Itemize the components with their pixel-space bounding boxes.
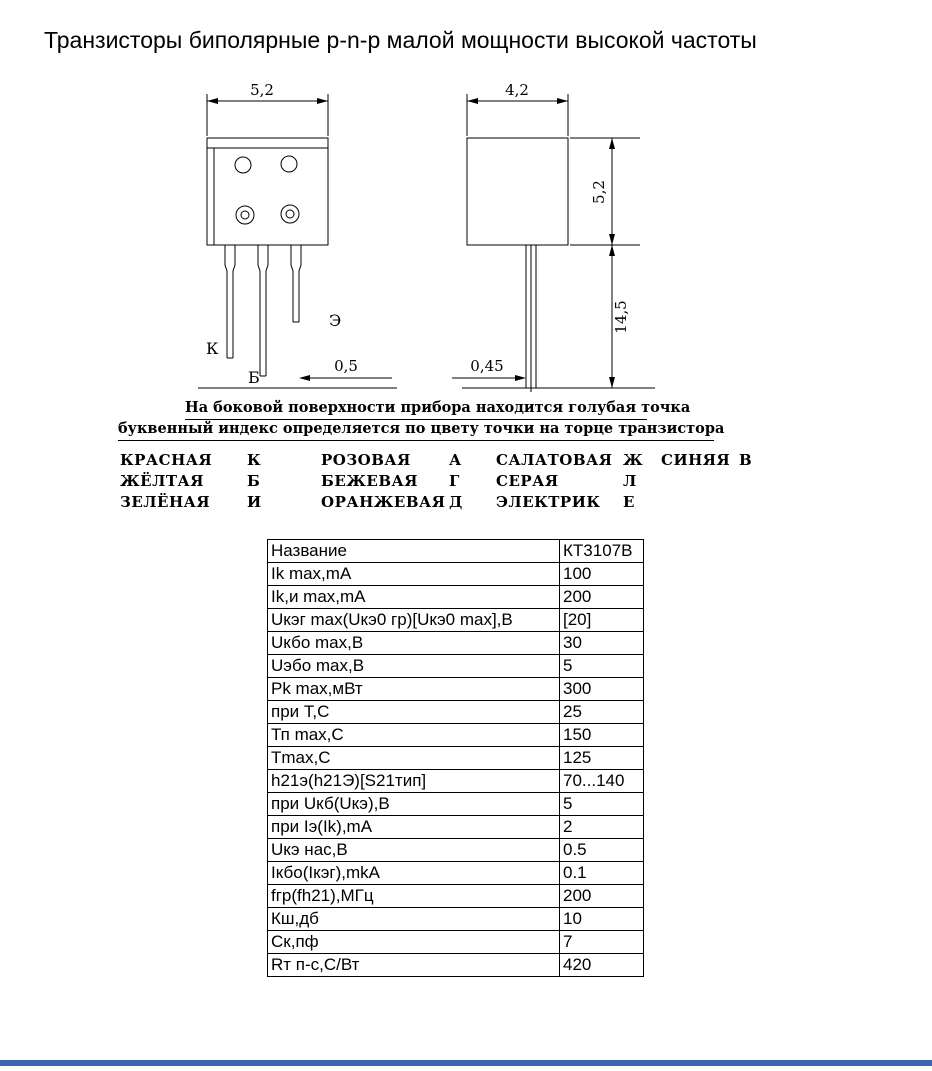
spec-param: при Т,С	[268, 701, 560, 724]
side-lead-length-dim-label: 14,5	[612, 300, 630, 334]
side-body-height-dim-label: 5,2	[590, 180, 608, 204]
spec-value: 125	[560, 747, 644, 770]
spec-value: 150	[560, 724, 644, 747]
letter-code: К	[247, 451, 262, 469]
spec-param: Tmax,С	[268, 747, 560, 770]
spec-param: Uкбо max,В	[268, 632, 560, 655]
table-row	[268, 540, 644, 563]
table-row	[268, 885, 644, 908]
front-view-drawing	[198, 94, 397, 388]
spec-value: 70...140	[560, 770, 644, 793]
letter-code: Г	[449, 472, 460, 490]
color-name: СЕРАЯ	[496, 472, 559, 490]
spec-param: Uкэг max(Uкэ0 гр)[Uкэ0 max],В	[268, 609, 560, 632]
table-row	[268, 839, 644, 862]
color-name: ЖЁЛТАЯ	[120, 472, 204, 490]
table-row	[268, 632, 644, 655]
color-name	[661, 472, 739, 493]
table-row	[268, 862, 644, 885]
letter-code: Б	[247, 472, 261, 490]
spec-value: 25	[560, 701, 644, 724]
spec-value: 30	[560, 632, 644, 655]
package-drawings	[0, 70, 932, 400]
table-row	[268, 793, 644, 816]
table-row	[268, 816, 644, 839]
window-bottom-border	[0, 1060, 932, 1066]
table-row	[268, 609, 644, 632]
note-line-1: На боковой поверхности прибора находится голубая точка	[185, 399, 647, 420]
color-name: ОРАНЖЕВАЯ	[321, 493, 446, 511]
side-width-dim-label: 4,2	[505, 81, 529, 99]
spec-param: Кш,дб	[268, 908, 560, 931]
pin-label-collector: К	[206, 339, 219, 358]
table-row	[268, 655, 644, 678]
spec-param: при Iэ(Ik),mA	[268, 816, 560, 839]
spec-value: 100	[560, 563, 644, 586]
spec-param: h21э(h21Э)[S21тип]	[268, 770, 560, 793]
color-name: БЕЖЕВАЯ	[321, 472, 418, 490]
table-row	[268, 954, 644, 977]
spec-table-body	[268, 540, 644, 977]
spec-value: 300	[560, 678, 644, 701]
spec-value: 5	[560, 655, 644, 678]
table-row	[268, 770, 644, 793]
side-lead-width-dim-label: 0,45	[470, 357, 504, 375]
letter-code: И	[247, 493, 262, 511]
spec-value: [20]	[560, 609, 644, 632]
table-row	[268, 747, 644, 770]
color-name: ЭЛЕКТРИК	[496, 493, 601, 511]
side-view-drawing	[452, 94, 655, 392]
pin-label-emitter: Э	[329, 311, 342, 330]
front-width-dim-label: 5,2	[250, 81, 274, 99]
table-row	[268, 931, 644, 954]
color-name: ЗЕЛЁНАЯ	[120, 493, 211, 511]
page-title: Транзисторы биполярные p-n-p малой мощности высокой частоты	[44, 27, 757, 53]
color-name: РОЗОВАЯ	[321, 451, 411, 469]
color-name: САЛАТОВАЯ	[496, 451, 613, 469]
letter-code	[739, 472, 779, 493]
spec-value: 0.5	[560, 839, 644, 862]
table-row	[268, 908, 644, 931]
spec-table	[267, 539, 644, 977]
spec-param: Rт п-с,С/Вт	[268, 954, 560, 977]
note-line-2: буквенный индекс определяется по цвету точки на торце транзистора	[118, 420, 714, 441]
spec-param: Тп max,С	[268, 724, 560, 747]
pin-label-base: Б	[248, 368, 260, 387]
spec-param: Ik max,mA	[268, 563, 560, 586]
spec-param: Uэбо max,В	[268, 655, 560, 678]
spec-param: Название	[268, 540, 560, 563]
spec-value: 0.1	[560, 862, 644, 885]
color-name	[661, 493, 739, 514]
front-pin-width-dim-label: 0,5	[334, 357, 358, 375]
spec-param: Ik,и max,mA	[268, 586, 560, 609]
spec-value: 200	[560, 586, 644, 609]
letter-code: В	[739, 451, 753, 469]
letter-code: Ж	[623, 451, 644, 469]
letter-code: Е	[623, 493, 635, 511]
spec-param: при Uкб(Uкэ),В	[268, 793, 560, 816]
color-code-grid	[120, 451, 779, 514]
spec-value: 420	[560, 954, 644, 977]
spec-param: Pk max,мВт	[268, 678, 560, 701]
color-name: СИНЯЯ	[661, 451, 731, 469]
letter-code: А	[449, 451, 462, 469]
spec-value: 2	[560, 816, 644, 839]
spec-value: 5	[560, 793, 644, 816]
spec-param: fгр(fh21),МГц	[268, 885, 560, 908]
table-row	[268, 701, 644, 724]
letter-code	[739, 493, 779, 514]
letter-code: Л	[623, 472, 637, 490]
letter-code: Д	[449, 493, 463, 511]
spec-param: Uкэ нас,В	[268, 839, 560, 862]
spec-value: 200	[560, 885, 644, 908]
spec-value: 10	[560, 908, 644, 931]
table-row	[268, 724, 644, 747]
spec-value: КТ3107В	[560, 540, 644, 563]
spec-value: 7	[560, 931, 644, 954]
table-row	[268, 678, 644, 701]
table-row	[268, 586, 644, 609]
spec-param: Ск,пф	[268, 931, 560, 954]
table-row	[268, 563, 644, 586]
spec-param: Iкбо(Iкэг),mkA	[268, 862, 560, 885]
color-name: КРАСНАЯ	[120, 451, 213, 469]
